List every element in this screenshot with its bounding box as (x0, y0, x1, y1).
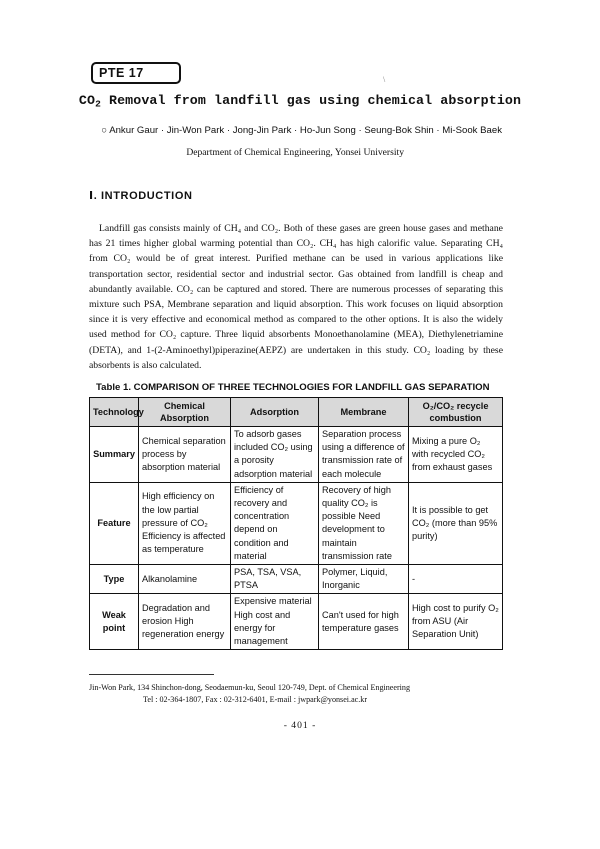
paper-code-label: PTE 17 (91, 62, 181, 84)
header-cell-chemical-absorption: Chemical Absorption (139, 398, 231, 427)
table-cell: To adsorb gases included CO₂ using a porosity adsorption material (231, 427, 319, 483)
table-cell: Alkanolamine (139, 565, 231, 594)
footnote-contact: Tel : 02-364-1807, Fax : 02-312-6401, E-mail : jwpark@yonsei.ac.kr (143, 695, 368, 704)
table-cell: Polymer, Liquid, Inorganic (319, 565, 409, 594)
affiliation: Department of Chemical Engineering, Yonsei University (186, 147, 404, 158)
title-sub: 2 (95, 98, 101, 110)
table-cell: High efficiency on the low partial pressure of CO₂ Efficiency is affected as temperature (139, 482, 231, 564)
footnote-address: Jin-Won Park, 134 Shinchon-dong, Seodaemun-ku, Seoul 120-749, Dept. of Chemical Engineering (89, 683, 411, 692)
footnote-rule (89, 674, 214, 675)
table-cell: Recovery of high quality CO₂ is possible Need development to maintain transmission rate (319, 482, 409, 564)
table-cell: PSA, TSA, VSA, PTSA (231, 565, 319, 594)
header-cell-membrane: Membrane (319, 398, 409, 427)
header-cell-adsorption: Adsorption (231, 398, 319, 427)
title-pre: CO (78, 93, 96, 108)
table-cell: Separation process using a difference of transmission rate of each molecule (319, 427, 409, 483)
table-cell: Can't used for high temperature gases (319, 594, 409, 650)
table-cell: Expensive material High cost and energy for management (231, 594, 319, 650)
title-post: Removal from landfill gas using chemical absorption (100, 93, 522, 108)
paper-title (0, 93, 600, 108)
table-row (90, 427, 503, 483)
intro-paragraph (89, 221, 503, 373)
table-cell: Efficiency of recovery and concentration depend on condition and material (231, 482, 319, 564)
table-cell: High cost to purify O₂ from ASU (Air Separation Unit) (409, 594, 503, 650)
intro-paragraph-text: Landfill gas consists mainly of CH₄ and CO₂. Both of these gases are green house gases and methane has 21 times higher global warming potential than CO₂. CH₄ has high calorific value. Separating CH₄ from CO₂ would be of great interest. Purified methane can be used in various applications like transportation sector, residential sector and industrial sector. Gas obtained from landfill is cheap and abundantly available. CO₂ can be captured and stored. There are numerous processes of separating this mixture such PSA, Membrane separation and liquid absorption. This work focuses on liquid absorption since it is very effective and economical method as compared to the other options. It is also the widely used method for CO₂ capture. Three liquid absorbents Monoethanolamine (MEA), Diethylenetriamine (DETA), and 1-(2-Aminoethyl)piperazine(AEPZ) are undertaken in this study. CO₂ loading by these absorbents is also calculated. (89, 223, 503, 371)
table-cell: Chemical separation process by absorption material (139, 427, 231, 483)
page-number: - 401 - (283, 720, 317, 731)
row-label-weak-point: Weak point (90, 594, 139, 650)
table-row (90, 594, 503, 650)
table-header-row (90, 398, 503, 427)
table-caption: Table 1. COMPARISON OF THREE TECHNOLOGIES FOR LANDFILL GAS SEPARATION (96, 382, 490, 393)
header-cell-technology: Technology (90, 398, 139, 427)
table-cell: - (409, 565, 503, 594)
table-cell: It is possible to get CO₂ (more than 95% purity) (409, 482, 503, 564)
author-list: ○ Ankur Gaur · Jin-Won Park · Jong-Jin Park · Ho-Jun Song · Seung-Bok Shin · Mi-Sook Baek (101, 125, 502, 136)
table-cell: Mixing a pure O₂ with recycled CO₂ from exhaust gases (409, 427, 503, 483)
table-cell: Degradation and erosion High regeneration energy (139, 594, 231, 650)
row-label-type: Type (90, 565, 139, 594)
row-label-summary: Summary (90, 427, 139, 483)
comparison-table (89, 397, 503, 650)
header-cell-recycle-combustion: O₂/CO₂ recycle combustion (409, 398, 503, 427)
table-row (90, 482, 503, 564)
row-label-feature: Feature (90, 482, 139, 564)
table-row (90, 565, 503, 594)
section-heading: Ⅰ. INTRODUCTION (89, 190, 193, 202)
stray-mark: \ (383, 75, 386, 84)
